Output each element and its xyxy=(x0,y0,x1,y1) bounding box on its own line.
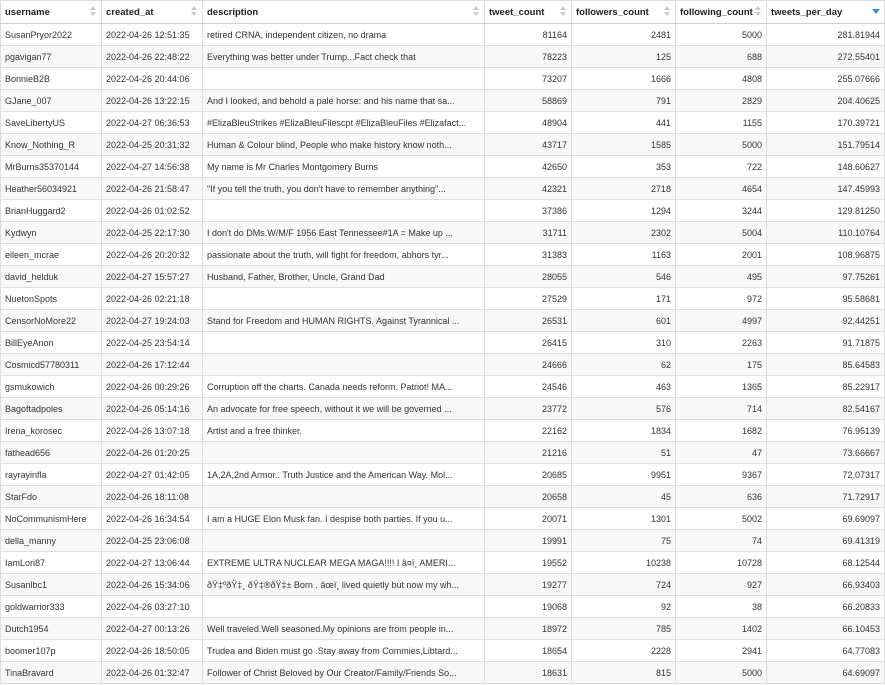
cell-username: SusanPryor2022 xyxy=(1,24,102,46)
cell-tweets-per-day: 129.81250 xyxy=(767,200,885,222)
cell-username: david_helduk xyxy=(1,266,102,288)
cell-following-count: 1365 xyxy=(676,376,767,398)
cell-username: eileen_mcrae xyxy=(1,244,102,266)
cell-following-count: 722 xyxy=(676,156,767,178)
cell-created-at: 2022-04-27 14:56:38 xyxy=(102,156,203,178)
cell-followers-count: 353 xyxy=(572,156,676,178)
cell-followers-count: 51 xyxy=(572,442,676,464)
cell-description xyxy=(203,442,485,464)
cell-description: Corruption off the charts. Canada needs reform. Patriot! MA... xyxy=(203,376,485,398)
table-row[interactable] xyxy=(1,68,885,90)
cell-tweet-count: 58869 xyxy=(485,90,572,112)
cell-followers-count: 2228 xyxy=(572,640,676,662)
cell-tweets-per-day: 64.77083 xyxy=(767,640,885,662)
cell-tweets-per-day: 95.58681 xyxy=(767,288,885,310)
cell-created-at: 2022-04-27 00:13:26 xyxy=(102,618,203,640)
cell-followers-count: 815 xyxy=(572,662,676,684)
cell-username: IamLori87 xyxy=(1,552,102,574)
table-row[interactable] xyxy=(1,112,885,134)
cell-created-at: 2022-04-26 21:58:47 xyxy=(102,178,203,200)
table-row[interactable] xyxy=(1,200,885,222)
cell-description: Husband, Father, Brother, Uncle, Grand Dad xyxy=(203,266,485,288)
cell-followers-count: 546 xyxy=(572,266,676,288)
column-header-created-at[interactable] xyxy=(102,1,203,24)
cell-created-at: 2022-04-25 22:17:30 xyxy=(102,222,203,244)
cell-tweets-per-day: 73.66667 xyxy=(767,442,885,464)
cell-following-count: 4654 xyxy=(676,178,767,200)
cell-followers-count: 310 xyxy=(572,332,676,354)
cell-following-count: 4808 xyxy=(676,68,767,90)
cell-username: StarFdo xyxy=(1,486,102,508)
cell-following-count: 972 xyxy=(676,288,767,310)
header-row xyxy=(1,1,885,24)
cell-tweets-per-day: 281.81944 xyxy=(767,24,885,46)
cell-following-count: 38 xyxy=(676,596,767,618)
cell-tweet-count: 42321 xyxy=(485,178,572,200)
cell-following-count: 5000 xyxy=(676,662,767,684)
cell-tweet-count: 26531 xyxy=(485,310,572,332)
cell-username: NoCommunismHere xyxy=(1,508,102,530)
cell-tweet-count: 78223 xyxy=(485,46,572,68)
sort-icon[interactable] xyxy=(472,6,480,18)
table-row[interactable] xyxy=(1,376,885,398)
column-header-label: username xyxy=(5,6,50,18)
table-row[interactable] xyxy=(1,222,885,244)
table-row[interactable] xyxy=(1,486,885,508)
cell-followers-count: 1666 xyxy=(572,68,676,90)
cell-created-at: 2022-04-26 12:51:35 xyxy=(102,24,203,46)
cell-following-count: 2001 xyxy=(676,244,767,266)
cell-tweets-per-day: 68.12544 xyxy=(767,552,885,574)
cell-created-at: 2022-04-26 17:12:44 xyxy=(102,354,203,376)
cell-following-count: 688 xyxy=(676,46,767,68)
column-header-label: following_count xyxy=(680,6,753,18)
sort-icon[interactable] xyxy=(89,6,97,18)
cell-description: "If you tell the truth, you don't have to remember anything"... xyxy=(203,178,485,200)
table-row[interactable] xyxy=(1,662,885,684)
cell-following-count: 1155 xyxy=(676,112,767,134)
cell-description: Everything was better under Trump...Fact check that xyxy=(203,46,485,68)
cell-followers-count: 10238 xyxy=(572,552,676,574)
cell-following-count: 5000 xyxy=(676,24,767,46)
table-row[interactable] xyxy=(1,244,885,266)
table-row[interactable] xyxy=(1,464,885,486)
cell-created-at: 2022-04-26 13:07:18 xyxy=(102,420,203,442)
cell-username: Bagoftadpoles xyxy=(1,398,102,420)
cell-username: CensorNoMore22 xyxy=(1,310,102,332)
cell-followers-count: 9951 xyxy=(572,464,676,486)
cell-followers-count: 724 xyxy=(572,574,676,596)
cell-followers-count: 1301 xyxy=(572,508,676,530)
table-row[interactable] xyxy=(1,266,885,288)
cell-created-at: 2022-04-26 18:50:05 xyxy=(102,640,203,662)
cell-username: Know_Nothing_R xyxy=(1,134,102,156)
cell-following-count: 2829 xyxy=(676,90,767,112)
cell-followers-count: 125 xyxy=(572,46,676,68)
cell-description: And I looked, and behold a pale horse: and his name that sa... xyxy=(203,90,485,112)
column-header-following-count[interactable] xyxy=(676,1,767,24)
cell-tweet-count: 26415 xyxy=(485,332,572,354)
table-row[interactable] xyxy=(1,420,885,442)
cell-tweet-count: 20685 xyxy=(485,464,572,486)
cell-created-at: 2022-04-25 23:54:14 xyxy=(102,332,203,354)
cell-username: goldwarrior333 xyxy=(1,596,102,618)
cell-tweet-count: 20658 xyxy=(485,486,572,508)
cell-description: Well traveled.Well seasoned.My opinions are from people in... xyxy=(203,618,485,640)
cell-following-count: 9367 xyxy=(676,464,767,486)
cell-created-at: 2022-04-26 18:11:08 xyxy=(102,486,203,508)
cell-tweet-count: 20071 xyxy=(485,508,572,530)
cell-description: ðŸ‡ºðŸ‡¸ ðŸ‡®ðŸ‡± Born . âœï¸ lived quietly but now my wh... xyxy=(203,574,485,596)
cell-following-count: 175 xyxy=(676,354,767,376)
cell-username: SaveLibertyUS xyxy=(1,112,102,134)
cell-description: Follower of Christ Beloved by Our Creator/Family/Friends So... xyxy=(203,662,485,684)
cell-tweets-per-day: 151.79514 xyxy=(767,134,885,156)
cell-following-count: 927 xyxy=(676,574,767,596)
sort-icon[interactable] xyxy=(559,6,567,18)
table-header xyxy=(1,1,885,24)
cell-following-count: 4997 xyxy=(676,310,767,332)
table-row[interactable] xyxy=(1,354,885,376)
table-row[interactable] xyxy=(1,288,885,310)
cell-description: I don't do DMs.W/M/F 1956 East Tennessee#1A = Make up ... xyxy=(203,222,485,244)
table-row[interactable] xyxy=(1,574,885,596)
cell-following-count: 10728 xyxy=(676,552,767,574)
table-row[interactable] xyxy=(1,332,885,354)
cell-tweets-per-day: 69.69097 xyxy=(767,508,885,530)
cell-tweets-per-day: 64.69097 xyxy=(767,662,885,684)
table-row[interactable] xyxy=(1,134,885,156)
cell-following-count: 5002 xyxy=(676,508,767,530)
column-header-label: followers_count xyxy=(576,6,649,18)
cell-tweet-count: 19991 xyxy=(485,530,572,552)
cell-tweet-count: 22162 xyxy=(485,420,572,442)
table-row[interactable] xyxy=(1,640,885,662)
cell-tweet-count: 28055 xyxy=(485,266,572,288)
cell-tweet-count: 18972 xyxy=(485,618,572,640)
cell-tweet-count: 31711 xyxy=(485,222,572,244)
cell-description xyxy=(203,288,485,310)
cell-created-at: 2022-04-25 23:06:08 xyxy=(102,530,203,552)
cell-followers-count: 791 xyxy=(572,90,676,112)
cell-description xyxy=(203,68,485,90)
table-row[interactable] xyxy=(1,310,885,332)
cell-tweets-per-day: 108.96875 xyxy=(767,244,885,266)
cell-tweets-per-day: 82.54167 xyxy=(767,398,885,420)
cell-username: Kydwyn xyxy=(1,222,102,244)
cell-tweet-count: 18654 xyxy=(485,640,572,662)
cell-following-count: 2941 xyxy=(676,640,767,662)
cell-created-at: 2022-04-26 01:02:52 xyxy=(102,200,203,222)
cell-tweets-per-day: 85.22917 xyxy=(767,376,885,398)
column-header-label: tweet_count xyxy=(489,6,545,18)
cell-tweets-per-day: 92.44251 xyxy=(767,310,885,332)
cell-tweets-per-day: 66.93403 xyxy=(767,574,885,596)
cell-tweet-count: 21216 xyxy=(485,442,572,464)
sort-icon[interactable] xyxy=(190,6,198,18)
cell-following-count: 5004 xyxy=(676,222,767,244)
column-header-username[interactable] xyxy=(1,1,102,24)
table-row[interactable] xyxy=(1,618,885,640)
cell-tweet-count: 27529 xyxy=(485,288,572,310)
table-row[interactable] xyxy=(1,24,885,46)
cell-following-count: 5000 xyxy=(676,134,767,156)
table-row[interactable] xyxy=(1,398,885,420)
cell-following-count: 47 xyxy=(676,442,767,464)
cell-description: My name is Mr Charles Montgomery Burns xyxy=(203,156,485,178)
cell-tweet-count: 73207 xyxy=(485,68,572,90)
column-header-label: description xyxy=(207,6,259,18)
column-header-label: created_at xyxy=(106,6,154,18)
cell-description xyxy=(203,332,485,354)
cell-followers-count: 1834 xyxy=(572,420,676,442)
cell-tweets-per-day: 71.72917 xyxy=(767,486,885,508)
cell-created-at: 2022-04-27 06:36:53 xyxy=(102,112,203,134)
cell-tweets-per-day: 85.64583 xyxy=(767,354,885,376)
table-body xyxy=(1,24,885,684)
cell-created-at: 2022-04-26 22:48:22 xyxy=(102,46,203,68)
cell-followers-count: 463 xyxy=(572,376,676,398)
cell-followers-count: 576 xyxy=(572,398,676,420)
cell-username: BrianHuggard2 xyxy=(1,200,102,222)
cell-following-count: 2263 xyxy=(676,332,767,354)
cell-following-count: 1402 xyxy=(676,618,767,640)
cell-followers-count: 92 xyxy=(572,596,676,618)
cell-description xyxy=(203,200,485,222)
column-header-tweets-per-day[interactable] xyxy=(767,1,885,24)
cell-username: Cosmicd57780311 xyxy=(1,354,102,376)
cell-description: 1A,2A,2nd Armor.. Truth Justice and the American Way. Mol... xyxy=(203,464,485,486)
cell-created-at: 2022-04-26 16:34:54 xyxy=(102,508,203,530)
cell-tweet-count: 37386 xyxy=(485,200,572,222)
cell-tweets-per-day: 148.60627 xyxy=(767,156,885,178)
cell-following-count: 74 xyxy=(676,530,767,552)
cell-tweets-per-day: 76.95139 xyxy=(767,420,885,442)
table-row[interactable] xyxy=(1,46,885,68)
cell-following-count: 714 xyxy=(676,398,767,420)
cell-username: pgavigan77 xyxy=(1,46,102,68)
cell-tweet-count: 43717 xyxy=(485,134,572,156)
cell-tweet-count: 24546 xyxy=(485,376,572,398)
cell-following-count: 1682 xyxy=(676,420,767,442)
cell-tweets-per-day: 97.75261 xyxy=(767,266,885,288)
table-row[interactable] xyxy=(1,552,885,574)
table-row[interactable] xyxy=(1,508,885,530)
cell-followers-count: 1163 xyxy=(572,244,676,266)
cell-description: Artist and a free thinker. xyxy=(203,420,485,442)
cell-description: I am a HUGE Elon Musk fan. I despise both parties. If you u... xyxy=(203,508,485,530)
sort-descending-icon[interactable] xyxy=(872,6,880,18)
cell-username: rayrayinfla xyxy=(1,464,102,486)
table-row[interactable] xyxy=(1,596,885,618)
cell-created-at: 2022-04-27 01:42:05 xyxy=(102,464,203,486)
cell-followers-count: 2718 xyxy=(572,178,676,200)
cell-username: BonnieB2B xyxy=(1,68,102,90)
column-header-label: tweets_per_day xyxy=(771,6,843,18)
cell-tweets-per-day: 91.71875 xyxy=(767,332,885,354)
table-row[interactable] xyxy=(1,178,885,200)
column-header-description[interactable] xyxy=(203,1,485,24)
cell-username: NuetonSpots xyxy=(1,288,102,310)
cell-created-at: 2022-04-26 20:20:32 xyxy=(102,244,203,266)
cell-username: MrBurns35370144 xyxy=(1,156,102,178)
table-row[interactable] xyxy=(1,530,885,552)
cell-followers-count: 2481 xyxy=(572,24,676,46)
cell-description xyxy=(203,354,485,376)
sort-icon[interactable] xyxy=(663,6,671,18)
cell-created-at: 2022-04-26 13:22:15 xyxy=(102,90,203,112)
cell-description: EXTREME ULTRA NUCLEAR MEGA MAGA!!!! I â¤ï¸ AMERI... xyxy=(203,552,485,574)
cell-username: Dutch1954 xyxy=(1,618,102,640)
cell-tweet-count: 24666 xyxy=(485,354,572,376)
cell-followers-count: 785 xyxy=(572,618,676,640)
table-row[interactable] xyxy=(1,90,885,112)
cell-created-at: 2022-04-26 01:32:47 xyxy=(102,662,203,684)
cell-created-at: 2022-04-26 03:27:10 xyxy=(102,596,203,618)
cell-description xyxy=(203,486,485,508)
cell-description: Stand for Freedom and HUMAN RIGHTS. Against Tyrannical ... xyxy=(203,310,485,332)
cell-username: boomer107p xyxy=(1,640,102,662)
cell-username: Susanlbc1 xyxy=(1,574,102,596)
cell-tweets-per-day: 66.20833 xyxy=(767,596,885,618)
cell-followers-count: 1585 xyxy=(572,134,676,156)
cell-created-at: 2022-04-27 15:57:27 xyxy=(102,266,203,288)
cell-description xyxy=(203,596,485,618)
cell-tweets-per-day: 69.41319 xyxy=(767,530,885,552)
cell-description: An advocate for free speech, without it we will be governed ... xyxy=(203,398,485,420)
cell-username: Heather56034921 xyxy=(1,178,102,200)
cell-created-at: 2022-04-26 15:34:06 xyxy=(102,574,203,596)
cell-tweet-count: 48904 xyxy=(485,112,572,134)
cell-tweet-count: 18631 xyxy=(485,662,572,684)
cell-created-at: 2022-04-26 05:14:16 xyxy=(102,398,203,420)
cell-created-at: 2022-04-26 01:20:25 xyxy=(102,442,203,464)
cell-tweet-count: 31383 xyxy=(485,244,572,266)
cell-description: retired CRNA, independent citizen, no drama xyxy=(203,24,485,46)
cell-username: TinaBravard xyxy=(1,662,102,684)
cell-description xyxy=(203,530,485,552)
cell-tweet-count: 19068 xyxy=(485,596,572,618)
cell-followers-count: 441 xyxy=(572,112,676,134)
cell-followers-count: 45 xyxy=(572,486,676,508)
cell-tweets-per-day: 72.07317 xyxy=(767,464,885,486)
cell-tweets-per-day: 255.07666 xyxy=(767,68,885,90)
cell-tweets-per-day: 147.45993 xyxy=(767,178,885,200)
cell-created-at: 2022-04-27 19:24:03 xyxy=(102,310,203,332)
cell-following-count: 3244 xyxy=(676,200,767,222)
cell-created-at: 2022-04-25 20:31:32 xyxy=(102,134,203,156)
sort-icon[interactable] xyxy=(754,6,762,18)
cell-tweets-per-day: 66.10453 xyxy=(767,618,885,640)
cell-following-count: 636 xyxy=(676,486,767,508)
cell-description: #ElizaBleuStrikes #ElizaBleuFilescpt #ElizaBleuFiles #Elizafact... xyxy=(203,112,485,134)
cell-tweet-count: 81164 xyxy=(485,24,572,46)
cell-username: della_manny xyxy=(1,530,102,552)
column-header-tweet-count[interactable] xyxy=(485,1,572,24)
cell-username: gsmukowich xyxy=(1,376,102,398)
cell-tweet-count: 19552 xyxy=(485,552,572,574)
cell-tweet-count: 42650 xyxy=(485,156,572,178)
cell-tweet-count: 19277 xyxy=(485,574,572,596)
cell-username: Irena_korosec xyxy=(1,420,102,442)
cell-followers-count: 62 xyxy=(572,354,676,376)
cell-description: Trudea and Biden must go .Stay away from Commies,Libtard... xyxy=(203,640,485,662)
cell-followers-count: 1294 xyxy=(572,200,676,222)
column-header-followers-count[interactable] xyxy=(572,1,676,24)
cell-username: fathead656 xyxy=(1,442,102,464)
table-row[interactable] xyxy=(1,156,885,178)
cell-description: passionate about the truth, will fight for freedom, abhors tyr... xyxy=(203,244,485,266)
cell-created-at: 2022-04-27 13:06:44 xyxy=(102,552,203,574)
cell-tweets-per-day: 170.39721 xyxy=(767,112,885,134)
cell-username: GJane_007 xyxy=(1,90,102,112)
cell-tweets-per-day: 272.55401 xyxy=(767,46,885,68)
cell-following-count: 495 xyxy=(676,266,767,288)
cell-created-at: 2022-04-26 20:44:06 xyxy=(102,68,203,90)
cell-created-at: 2022-04-26 02:21:18 xyxy=(102,288,203,310)
cell-created-at: 2022-04-26 00:29:26 xyxy=(102,376,203,398)
cell-followers-count: 75 xyxy=(572,530,676,552)
cell-username: BillEyeAnon xyxy=(1,332,102,354)
cell-tweets-per-day: 110.10764 xyxy=(767,222,885,244)
cell-description: Human & Colour blind, People who make history know noth... xyxy=(203,134,485,156)
cell-followers-count: 601 xyxy=(572,310,676,332)
cell-followers-count: 171 xyxy=(572,288,676,310)
cell-tweet-count: 23772 xyxy=(485,398,572,420)
cell-tweets-per-day: 204.40625 xyxy=(767,90,885,112)
cell-followers-count: 2302 xyxy=(572,222,676,244)
table-row[interactable] xyxy=(1,442,885,464)
